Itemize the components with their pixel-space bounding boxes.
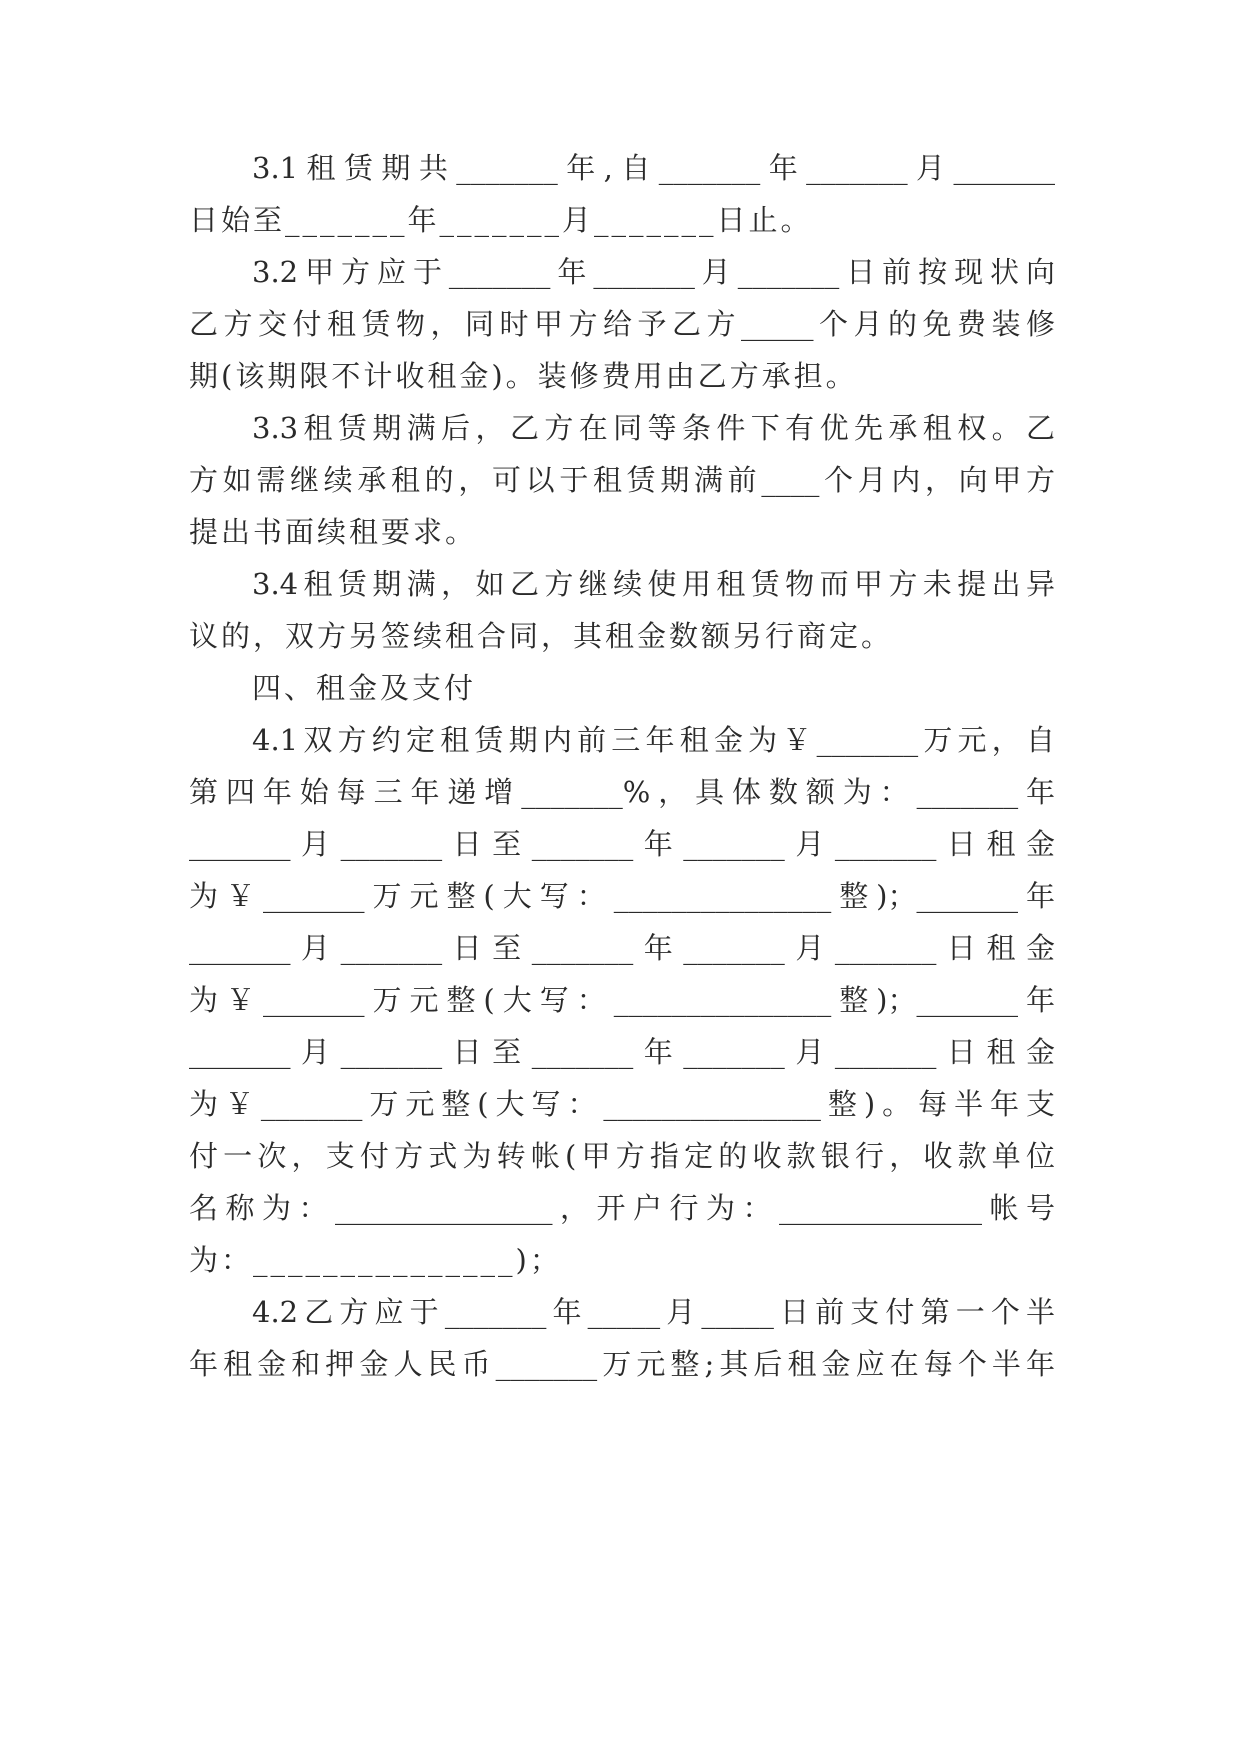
- text-line: _______月_______日至_______年_______月_______日租金: [189, 827, 1055, 861]
- text-line: 第四年始每三年递增_______%，具体数额为：_______年: [189, 775, 1055, 809]
- text-line: 3.2甲方应于_______年_______月_______日前按现状向: [252, 255, 1055, 289]
- text-line: 4.2乙方应于_______年_____月_____日前支付第一个半: [252, 1295, 1055, 1329]
- text-line: 期(该期限不计收租金)。装修费用由乙方承担。: [189, 359, 858, 393]
- text-line: 4.1双方约定租赁期内前三年租金为￥_______万元，自: [252, 723, 1055, 757]
- section-heading: 四、租金及支付: [252, 671, 477, 705]
- text-line: _______月_______日至_______年_______月_______日租金: [189, 931, 1055, 965]
- text-line: 提出书面续租要求。: [189, 515, 478, 549]
- text-line: 日始至_______年_______月_______日止。: [189, 203, 813, 237]
- text-line: 为：_______________)；: [189, 1243, 562, 1277]
- text-line: 方如需继续承租的，可以于租赁期满前____个月内，向甲方: [189, 463, 1055, 497]
- text-line: _______月_______日至_______年_______月_______日租金: [189, 1035, 1055, 1069]
- text-line: 乙方交付租赁物，同时甲方给予乙方_____个月的免费装修: [189, 307, 1055, 341]
- text-line: 3.4租赁期满，如乙方继续使用租赁物而甲方未提出异: [252, 567, 1055, 601]
- text-line: 年租金和押金人民币_______万元整;其后租金应在每个半年: [189, 1347, 1055, 1381]
- text-line: 为￥_______万元整(大写：_______________整)；_______年: [189, 879, 1055, 913]
- text-line: 3.3租赁期满后，乙方在同等条件下有优先承租权。乙: [252, 411, 1055, 445]
- text-line: 为￥_______万元整(大写：_______________整)。每半年支: [189, 1087, 1055, 1121]
- text-line: 付一次，支付方式为转帐(甲方指定的收款银行，收款单位: [189, 1139, 1055, 1173]
- text-line: 3.1租赁期共_______年,自_______年_______月_______: [252, 151, 1055, 185]
- text-line: 名称为：_______________，开户行为：______________帐号: [189, 1191, 1055, 1225]
- text-line: 为￥_______万元整(大写：_______________整)；_______年: [189, 983, 1055, 1017]
- text-line: 议的，双方另签续租合同，其租金数额另行商定。: [189, 619, 894, 653]
